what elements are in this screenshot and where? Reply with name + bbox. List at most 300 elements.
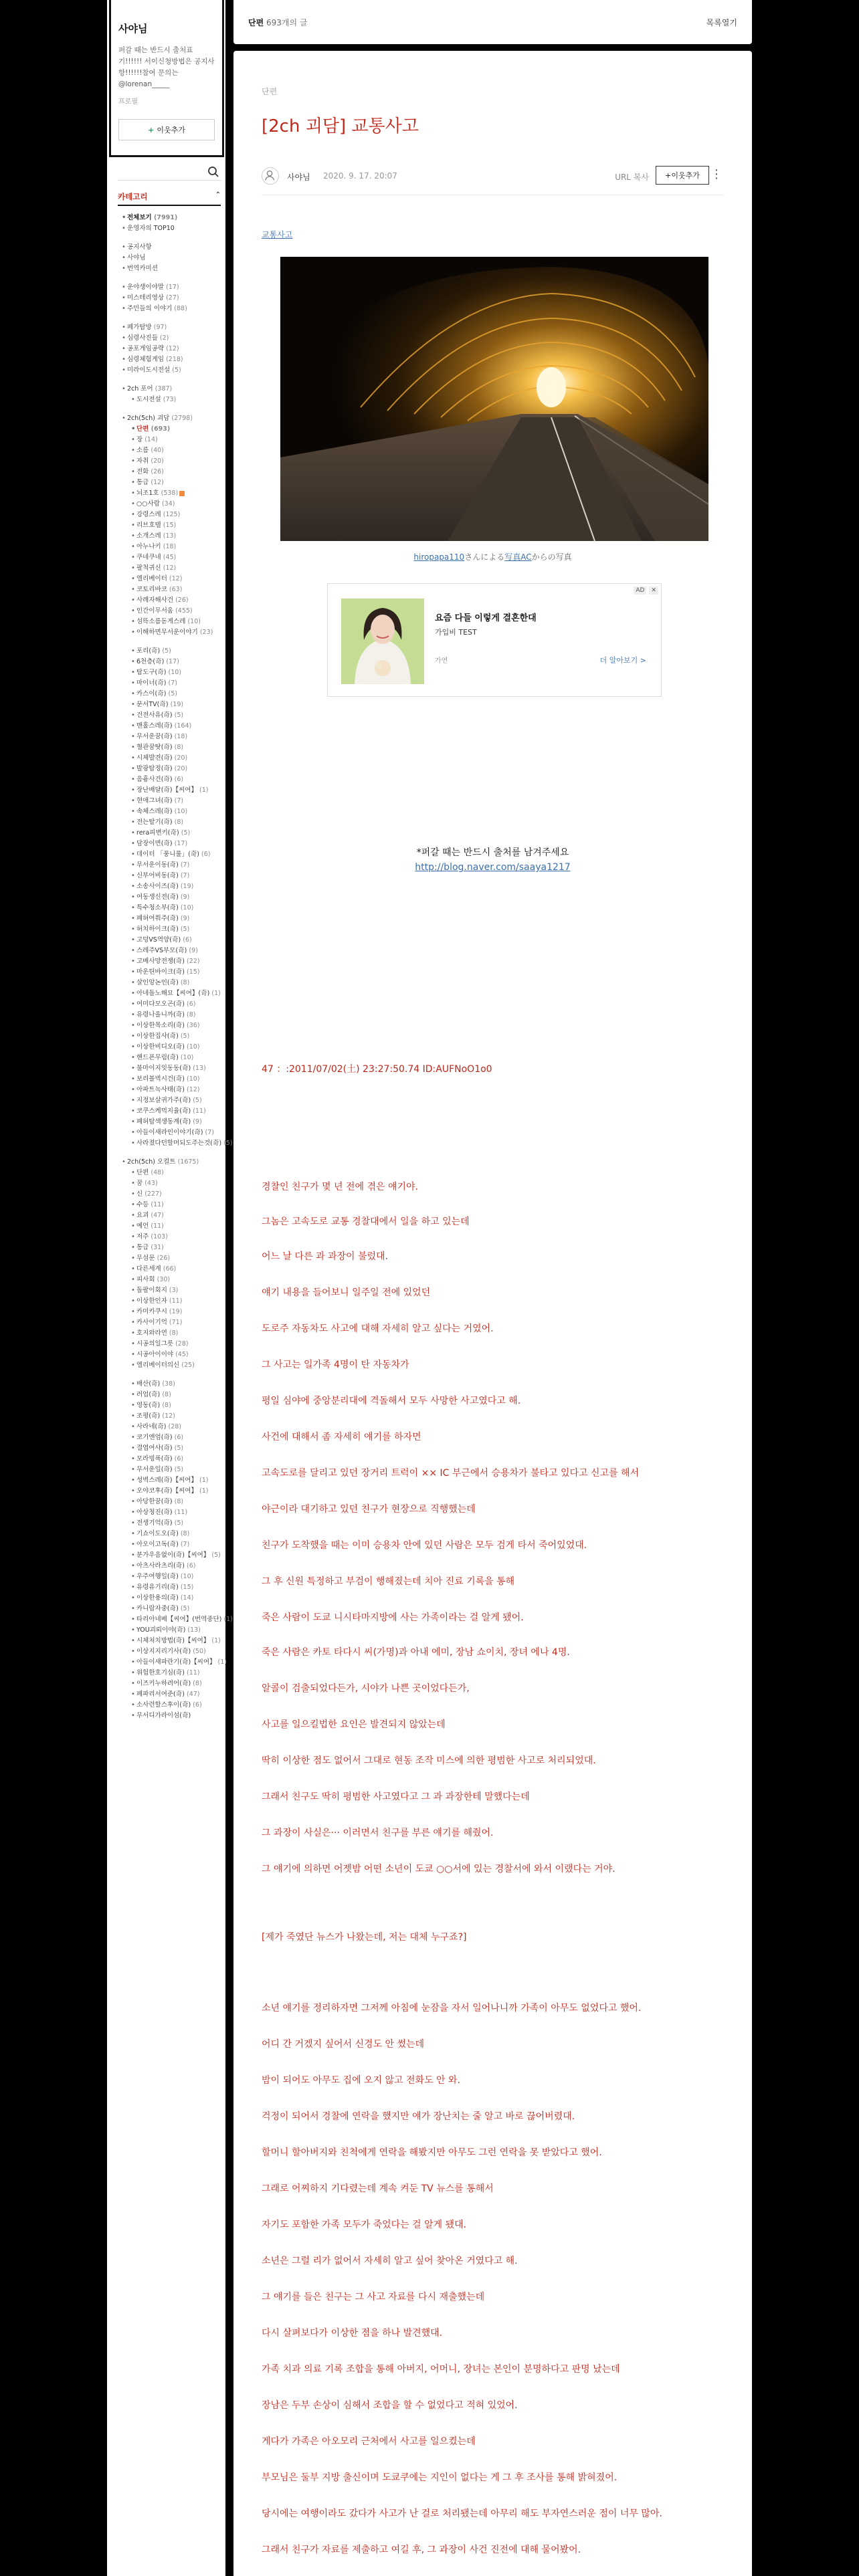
category-item[interactable] [118,1679,221,1689]
category-count: (26) [151,468,164,475]
category-count: (13) [187,1626,201,1634]
category-count: (27) [166,294,179,302]
bullet-icon: • [131,575,135,582]
category-item[interactable] [118,999,221,1010]
category-item[interactable] [118,1604,221,1614]
category-item[interactable] [118,1561,221,1572]
close-icon[interactable]: ✕ [649,586,658,595]
more-vertical-icon[interactable]: ⋮ [710,167,723,181]
category-item[interactable] [118,467,221,477]
category-item[interactable] [118,1243,221,1253]
url-copy-button[interactable]: URL 복사 [615,173,649,182]
category-item[interactable] [118,1432,221,1443]
bullet-icon: • [131,851,135,858]
category-item[interactable] [118,1021,221,1031]
category-item[interactable] [118,1486,221,1497]
bullet-icon: • [131,1190,135,1198]
post-author[interactable]: 사야님 [287,173,310,182]
category-item[interactable] [118,293,221,304]
category-item[interactable] [118,542,221,552]
category-item[interactable] [118,1210,221,1221]
category-item[interactable] [118,395,221,405]
category-count: (18) [174,733,188,740]
ad-badge [634,586,658,595]
category-count: (1) [211,1637,221,1644]
category-item[interactable] [118,1550,221,1561]
story-paragraph: 소년은 그럴 리가 없어서 자세히 알고 싶어 찾아온 거였다고 해. [262,2256,518,2266]
category-item[interactable] [118,946,221,956]
category-label: 위험한호기심(奇) [136,1669,185,1677]
bullet-icon: • [122,385,126,393]
category-count: (14) [180,1594,194,1602]
category-item[interactable] [118,1063,221,1074]
category-item[interactable] [118,1529,221,1539]
profile-edit-link[interactable]: 프로필 [118,98,138,106]
category-label: 카미카쿠시 [136,1308,167,1315]
category-item[interactable] [118,1253,221,1264]
category-count: (88) [174,305,187,312]
category-label: 피사회 [136,1276,155,1283]
category-item[interactable] [118,595,221,606]
category-item[interactable] [118,1339,221,1350]
category-item[interactable] [118,1411,221,1422]
category-label: 이즈키누하려어(奇) [136,1680,191,1687]
category-item[interactable] [118,764,221,774]
bullet-icon: • [131,554,135,561]
category-item[interactable] [118,978,221,988]
bullet-icon: • [131,893,135,901]
category-count: (17) [174,840,188,847]
category-item[interactable] [118,445,221,456]
category-item[interactable] [118,223,221,234]
category-item[interactable] [118,365,221,376]
category-label: 시공아이이야 [136,1351,174,1358]
category-item[interactable] [118,689,221,700]
category-header-label: 카테고리 [118,192,148,201]
category-item[interactable] [118,1497,221,1507]
category-count: (11) [193,1107,206,1115]
category-label: 카니랍자중(奇) [136,1605,179,1612]
category-item[interactable] [118,839,221,849]
ad-cta[interactable]: 더 알아보기 > [599,656,646,665]
category-item[interactable] [118,1138,233,1149]
category-item[interactable] [118,967,221,978]
category-item[interactable] [118,1074,221,1085]
category-item[interactable] [118,774,221,785]
bullet-icon: • [131,1691,135,1698]
category-item[interactable] [118,552,221,563]
category-item[interactable] [118,742,221,753]
follow-button[interactable]: +이웃추가 [656,166,709,185]
category-item[interactable] [118,710,221,721]
profile-name[interactable]: 사야님 [118,23,148,35]
tag-link[interactable]: 교통사고 [262,230,293,239]
category-item[interactable] [118,1031,221,1042]
ad-banner[interactable] [327,583,662,697]
story-paragraph: 친구가 도착했을 때는 이미 승용차 안에 있던 사람은 모두 검게 타서 죽어있었대. [262,1540,587,1551]
category-count: (5) [211,1551,221,1559]
category-item[interactable] [118,892,221,903]
category-label: 2ch(5ch) 괴담 [127,415,170,422]
category-item[interactable] [118,1700,221,1711]
category-item[interactable] [118,924,221,935]
category-count: (50) [193,1648,206,1655]
story-paragraph: 부모님은 둘부 지방 출신이며 도쿄쿠에는 지인이 없다는 게 그 후 조사를 통해 밝혀졌어. [262,2472,617,2483]
category-label: 건전사유(奇) [136,712,173,719]
bullet-icon: • [131,1658,135,1666]
category-item[interactable] [118,435,221,445]
category-item[interactable] [118,1625,221,1636]
category-item[interactable] [118,871,221,881]
category-item[interactable] [118,1232,221,1243]
story-paragraph: 그래서 친구가 자료를 제출하고 여길 후, 그 과장이 사건 진전에 대해 물어봤어. [262,2545,581,2555]
bullet-icon: • [122,294,126,302]
category-count: (8) [174,819,184,826]
category-item[interactable] [118,1711,221,1721]
category-item[interactable] [118,563,221,574]
category-item[interactable] [118,617,221,627]
category-item[interactable] [118,1614,233,1625]
category-item[interactable] [118,732,221,742]
category-label: 무서운이동(奇) [136,861,179,869]
bullet-icon: • [122,415,126,422]
category-item[interactable] [118,700,221,710]
category-count: (22) [187,958,200,965]
category-item[interactable] [118,1636,221,1646]
category-item[interactable] [118,354,221,365]
category-item[interactable] [118,477,221,488]
category-item[interactable] [118,753,221,764]
bullet-icon: • [131,1551,135,1559]
caption-source-link[interactable]: 写真AC [504,552,532,562]
notice-link[interactable]: http://blog.naver.com/saaya1217 [415,862,571,873]
bullet-icon: • [131,618,135,625]
category-item[interactable] [118,1053,221,1063]
category-item[interactable] [118,646,221,657]
bullet-icon: • [131,1466,135,1473]
bullet-icon: • [131,500,135,508]
bullet-icon: • [131,1011,135,1018]
bullet-icon: • [131,958,135,965]
category-item[interactable] [118,881,221,892]
category-item[interactable] [118,322,221,333]
story-paragraph: 어느 날 다른 과 과장이 불렀대. [262,1251,388,1262]
category-item[interactable] [118,817,221,828]
category-item[interactable] [118,849,221,860]
category-count: (11) [169,1297,183,1305]
category-count: (12) [162,1412,175,1420]
category-item[interactable] [118,520,221,531]
category-item[interactable] [118,1010,221,1021]
category-item[interactable] [118,1475,221,1486]
category-item[interactable] [118,1539,221,1550]
category-label: 현애그녀(奇) [136,797,173,804]
bullet-icon: • [131,926,135,933]
category-item[interactable] [118,1454,221,1465]
category-label: 통급 [136,479,149,486]
category-label: 전화 [136,468,149,475]
bullet-icon: • [131,586,135,593]
avatar[interactable] [262,167,279,185]
category-label: 조평(奇) [136,1412,161,1420]
category-item[interactable] [118,1422,221,1432]
category-count: (9) [180,893,190,901]
category-count: (63) [169,586,183,593]
category-count: (10) [187,1075,200,1083]
category-count: (2) [159,334,169,342]
category-item[interactable] [118,1285,221,1296]
ad-image[interactable] [341,599,424,684]
bullet-icon: • [131,754,135,762]
category-item[interactable] [118,1350,221,1360]
category-label: 전생기억(奇) [136,1519,173,1527]
category-item[interactable] [118,213,221,223]
category-item[interactable] [118,531,221,542]
bullet-icon: • [131,1287,135,1294]
category-count: (15) [163,522,177,529]
category-item[interactable] [118,413,221,424]
category-count: (45) [175,1351,189,1358]
category-item[interactable] [118,1189,221,1200]
category-item[interactable] [118,584,221,595]
category-count: (12) [187,1086,200,1093]
category-count: (5) [168,690,177,697]
category-count: (3) [169,1287,179,1294]
category-item[interactable] [118,1307,221,1317]
caption-tail: からの写真 [531,552,572,562]
story-paragraph: 그놈은 고속도로 교통 경찰대에서 일을 하고 있는데 [262,1216,470,1227]
ad-headline[interactable]: 요즘 다들 이렇게 결혼한대 [435,613,537,623]
category-label: 여동생신전(奇) [136,893,179,901]
category-item[interactable] [118,1117,221,1128]
category-count: (8) [180,1530,190,1537]
category-count: (11) [151,1201,164,1208]
category-count: (47) [187,1691,200,1698]
category-count: (20) [151,457,164,465]
category-item[interactable] [118,785,221,796]
category-item[interactable] [118,935,221,946]
category-item[interactable] [118,1178,221,1189]
sidebar-search[interactable] [118,165,221,181]
category-item[interactable] [118,796,221,807]
category-count: (10) [174,808,188,815]
category-item[interactable] [118,956,221,967]
category-item[interactable] [118,1085,221,1095]
story-paragraph: 고속도로를 달리고 있던 장거리 트럭이 ×× IC 부근에서 승용차가 불타고 있다고 신고를 해서 [262,1468,640,1479]
category-item[interactable] [118,606,221,617]
category-item[interactable] [118,1095,221,1106]
category-count: (43) [145,1180,158,1187]
category-item[interactable] [118,499,221,510]
category-item[interactable] [118,1507,221,1518]
category-count: (1) [199,1477,209,1484]
category-count: (5) [223,1140,233,1147]
category-item[interactable] [118,344,221,354]
bullet-icon: • [122,284,126,291]
category-item[interactable] [118,1200,221,1210]
category-item[interactable] [118,333,221,344]
bullet-icon: • [131,1308,135,1315]
category-item[interactable] [118,1128,221,1138]
category-count: (19) [170,701,184,708]
category-item[interactable] [118,1657,227,1668]
story-paragraph: 얘기 내용을 들어보니 일주일 전에 있었던 [262,1287,431,1298]
category-label: 폐허탐색생동계(奇) [136,1118,191,1125]
category-item[interactable] [118,1264,221,1275]
category-item[interactable] [118,1593,221,1604]
category-item[interactable] [118,1168,221,1178]
category-item[interactable] [118,263,221,274]
category-label: 장난배달(奇)【씨여】 [136,786,197,794]
category-item[interactable] [118,1518,221,1529]
category-item[interactable] [118,574,221,584]
category-item[interactable] [118,1042,221,1053]
category-count: (8) [162,1391,171,1398]
category-item[interactable] [118,1572,221,1582]
category-label: 통급 [136,1244,149,1251]
category-item[interactable] [118,1317,221,1328]
category-item[interactable] [118,860,221,871]
bullet-icon: • [131,647,135,655]
post-category[interactable]: 단편 [262,87,278,96]
category-item[interactable] [118,1390,221,1400]
category-count: (693) [151,425,171,433]
category-label: 미스테리영상 [127,294,165,302]
bullet-icon: • [131,1444,135,1452]
category-label: 불마이지잇동동(奇) [136,1065,191,1072]
category-item[interactable] [118,1646,221,1657]
category-item[interactable] [118,828,221,839]
category-count: (12) [169,575,183,582]
category-item[interactable] [118,988,221,999]
bullet-icon: • [131,1054,135,1061]
bullet-icon: • [131,597,135,604]
category-label: 이상한비디오(奇) [136,1043,185,1051]
category-item[interactable] [118,657,221,667]
category-header[interactable] [118,191,221,206]
category-count: (48) [151,1169,164,1176]
category-label: 음흉사건(奇) [136,776,173,783]
category-count: (10) [180,904,194,911]
category-item[interactable] [118,424,221,435]
category-item[interactable] [118,1400,221,1411]
category-item[interactable] [118,627,221,638]
category-label: 담장이면(奇) [136,840,173,847]
bullet-icon: • [131,979,135,986]
category-label: 모라빙폭(奇) [136,1455,173,1463]
bullet-icon: • [131,1434,135,1441]
category-item[interactable] [118,1443,221,1454]
category-label: 마이너(奇) [136,679,167,687]
category-item[interactable] [118,807,221,817]
category-item[interactable] [118,1689,221,1700]
category-count: (6) [174,1455,184,1463]
category-label: 미라이도시전설 [127,366,171,374]
bullet-icon: • [131,1075,135,1083]
category-count: (125) [163,511,181,518]
category-count: (30) [157,1276,171,1283]
category-label: 문서TV(奇) [136,701,169,708]
profile-follow-button[interactable] [118,119,215,140]
category-count: (164) [174,722,192,730]
bullet-icon: • [131,564,135,572]
category-count: (7) [168,679,177,687]
caption-author-link[interactable]: hiropapa110 [413,552,465,562]
category-item[interactable] [118,510,221,520]
category-item[interactable] [118,1465,221,1475]
category-item[interactable] [118,456,221,467]
category-count: (1) [199,786,209,794]
category-label: 쿠네쿠네 [136,554,161,561]
category-item[interactable] [118,1106,221,1117]
category-item[interactable] [118,667,221,678]
category-item[interactable] [118,242,221,253]
category-item[interactable] [118,384,221,395]
category-label: 호지와라연 [136,1329,167,1337]
plus-icon: + [148,125,155,134]
bullet-icon: • [122,366,126,374]
category-label: 사야님 [127,254,146,261]
category-item[interactable] [118,1328,221,1339]
category-item[interactable] [118,678,221,689]
bullet-icon: • [131,1584,135,1591]
category-item[interactable] [118,488,221,499]
category-count: (19) [169,1308,183,1315]
category-item[interactable] [118,1275,221,1285]
category-label: 마운틴바이크(奇) [136,968,185,976]
category-count: (7) [205,1129,215,1136]
category-item[interactable] [118,914,221,924]
category-label: 결엽여사(奇) [136,1444,173,1452]
bullet-icon: • [131,1380,135,1388]
story-paragraph: 알콜이 검출되었다든가, 시야가 나쁜 곳이었다든가, [262,1683,470,1694]
bullet-icon: • [131,1648,135,1655]
category-item[interactable] [118,1157,221,1168]
category-item[interactable] [118,1360,221,1371]
category-label: 아당한꿈(奇) [136,1498,173,1505]
list-toggle-button[interactable]: 목록열기 [706,17,737,27]
search-icon[interactable] [207,166,219,178]
category-item[interactable] [118,1379,221,1390]
category-label: 폐허여쭤주(奇) [136,915,179,922]
bullet-icon: • [131,1276,135,1283]
category-item[interactable] [118,1668,221,1679]
bullet-icon: • [131,904,135,911]
category-label: 아들이새라인이야기(奇) [136,1129,203,1136]
category-item[interactable] [118,304,221,314]
story-paragraph: 소년 얘기를 정리하자면 그저께 아침에 눈잠을 자서 일어나니까 가족이 아무도 없었다고 했어. [262,2003,642,2014]
category-item[interactable] [118,721,221,732]
chevron-up-icon[interactable]: ⌃ [215,191,221,199]
category-count: (6) [187,1000,196,1008]
bullet-icon: • [122,254,126,261]
category-item[interactable] [118,253,221,263]
category-count: (5) [174,712,184,719]
category-item[interactable] [118,903,221,914]
bullet-icon: • [131,797,135,804]
category-item[interactable] [118,1582,221,1593]
category-count: (12) [166,345,179,352]
category-count: (9) [193,1118,202,1125]
category-label: 2ch(5ch) 오컬트 [127,1158,176,1166]
bullet-icon: • [131,479,135,486]
category-label: 무서운꿈(奇) [136,733,173,740]
category-item[interactable] [118,1296,221,1307]
category-label: 요괴 [136,1212,149,1219]
bullet-icon: • [131,968,135,976]
category-item[interactable] [118,282,221,293]
category-item[interactable] [118,1221,221,1232]
